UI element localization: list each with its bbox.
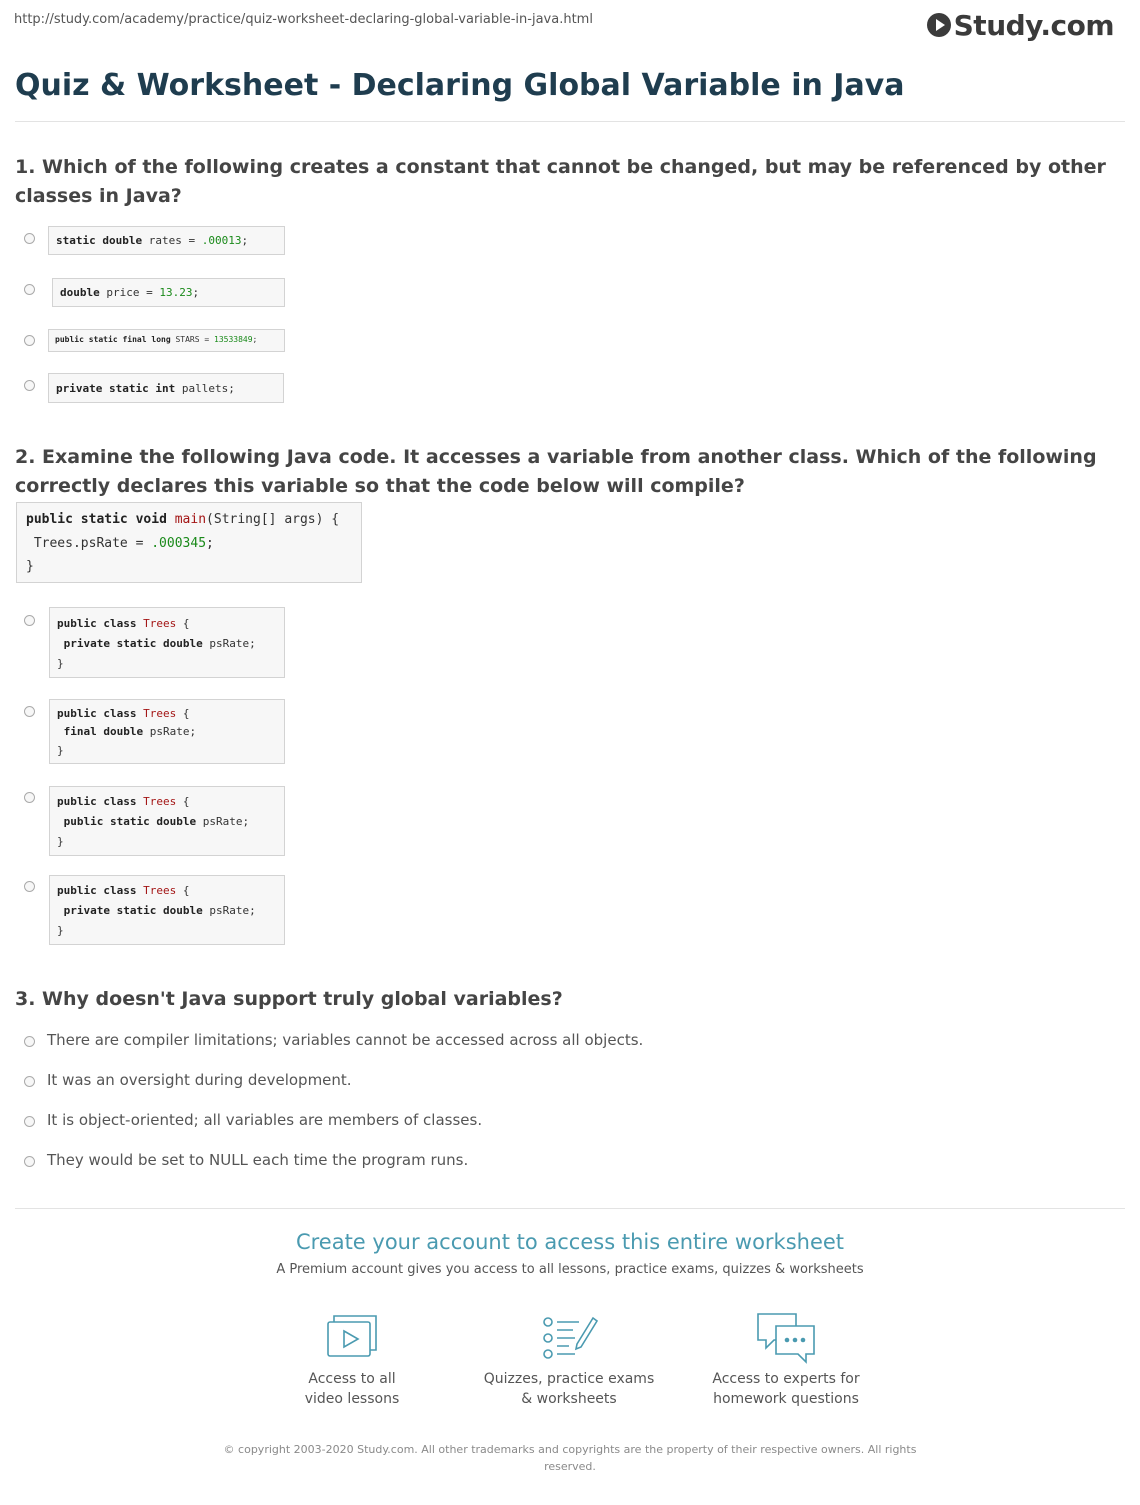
question-1: 1. Which of the following creates a constant that cannot be changed, but may be referenced by other classes in Java? xyxy=(15,156,1106,207)
q2-option-3-line-1: public class Trees { xyxy=(57,795,190,808)
q1-option-2-radio[interactable] xyxy=(24,284,35,295)
q1-option-1[interactable] xyxy=(48,226,285,255)
q1-option-2[interactable] xyxy=(52,278,285,307)
question-2: 2. Examine the following Java code. It accesses a variable from another class. Which of the following correctly declares this variable so that the code below will compile? xyxy=(15,446,1097,497)
q1-option-4[interactable] xyxy=(48,373,284,403)
q2-code-line-3: } xyxy=(26,559,34,574)
q2-option-3[interactable] xyxy=(49,786,285,856)
q3-option-3-radio[interactable] xyxy=(24,1116,35,1127)
page-url: http://study.com/academy/practice/quiz-worksheet-declaring-global-variable-in-java.html xyxy=(14,12,593,27)
q2-option-1-line-3: } xyxy=(57,657,64,670)
q2-option-1[interactable] xyxy=(49,607,285,678)
feature-video-lessons xyxy=(252,1369,452,1409)
q1-option-3[interactable] xyxy=(48,329,285,352)
copyright: © copyright 2003-2020 Study.com. All other trademarks and copyrights are the property of their respective owners. All rights reserved. xyxy=(223,1443,917,1473)
q3-option-2[interactable]: It was an oversight during development. xyxy=(47,1071,352,1089)
cta-subtitle: A Premium account gives you access to all lessons, practice exams, quizzes & worksheets xyxy=(276,1262,864,1277)
title-divider xyxy=(15,121,1125,122)
q2-option-3-line-2: public static double psRate; xyxy=(63,815,250,828)
q2-code-line-2: Trees.psRate = .000345; xyxy=(26,536,214,551)
page-title: Quiz & Worksheet - Declaring Global Variable in Java xyxy=(15,68,905,103)
q2-option-4-line-1: public class Trees { xyxy=(57,884,190,897)
q2-option-3-radio[interactable] xyxy=(24,792,35,803)
feature-experts xyxy=(686,1369,886,1409)
q2-option-4-line-2: private static double psRate; xyxy=(63,904,256,917)
feature-quizzes xyxy=(469,1369,669,1409)
play-logo-icon xyxy=(927,13,951,37)
question-3: 3. Why doesn't Java support truly global variables? xyxy=(15,988,563,1010)
logo-text: Study.com xyxy=(953,8,1114,42)
q2-option-2-radio[interactable] xyxy=(24,706,35,717)
q2-option-1-line-1: public class Trees { xyxy=(57,617,190,630)
feature-video-lessons-line-1: Access to all xyxy=(308,1371,396,1387)
q3-option-3[interactable]: It is object-oriented; all variables are members of classes. xyxy=(47,1111,483,1129)
q2-option-4[interactable] xyxy=(49,875,285,945)
q2-option-1-line-2: private static double psRate; xyxy=(63,637,256,650)
q1-option-4-code: private static int pallets; xyxy=(56,382,235,395)
q2-option-2-line-1: public class Trees { xyxy=(57,707,190,720)
feature-quizzes-line-1: Quizzes, practice exams xyxy=(483,1371,655,1387)
chat-bubbles-icon xyxy=(756,1310,816,1366)
q2-option-3-line-3: } xyxy=(57,835,64,848)
study-logo[interactable] xyxy=(927,8,1114,42)
feature-experts-line-1: Access to experts for xyxy=(712,1371,860,1387)
q1-option-2-code: double price = 13.23; xyxy=(60,286,200,299)
q2-option-1-radio[interactable] xyxy=(24,615,35,626)
q3-option-1[interactable]: There are compiler limitations; variables cannot be accessed across all objects. xyxy=(47,1031,644,1049)
q2-option-2[interactable] xyxy=(49,699,285,764)
q2-option-2-line-3: } xyxy=(57,744,64,757)
feature-video-lessons-line-2: video lessons xyxy=(304,1391,400,1407)
cta-divider xyxy=(15,1208,1125,1209)
q2-code-line-1: public static void main(String[] args) { xyxy=(26,512,340,527)
q3-option-1-radio[interactable] xyxy=(24,1036,35,1047)
q3-option-4-radio[interactable] xyxy=(24,1156,35,1167)
feature-experts-line-2: homework questions xyxy=(713,1391,859,1407)
q1-option-3-radio[interactable] xyxy=(24,335,35,346)
q3-option-2-radio[interactable] xyxy=(24,1076,35,1087)
q1-option-1-code: static double rates = .00013; xyxy=(56,234,249,247)
q2-option-4-line-3: } xyxy=(57,924,64,937)
quiz-list-icon xyxy=(539,1310,599,1366)
q1-option-3-code: public static final long STARS = 13533849; xyxy=(55,335,258,344)
video-lessons-icon xyxy=(322,1310,382,1366)
q2-option-2-line-2: final double psRate; xyxy=(63,725,197,738)
q2-option-4-radio[interactable] xyxy=(24,881,35,892)
cta-title[interactable]: Create your account to access this entire worksheet xyxy=(295,1230,845,1254)
q1-option-1-radio[interactable] xyxy=(24,233,35,244)
q3-option-4[interactable]: They would be set to NULL each time the program runs. xyxy=(47,1151,469,1169)
q2-code-sample xyxy=(16,502,362,583)
q1-option-4-radio[interactable] xyxy=(24,380,35,391)
feature-quizzes-line-2: & worksheets xyxy=(521,1391,617,1407)
